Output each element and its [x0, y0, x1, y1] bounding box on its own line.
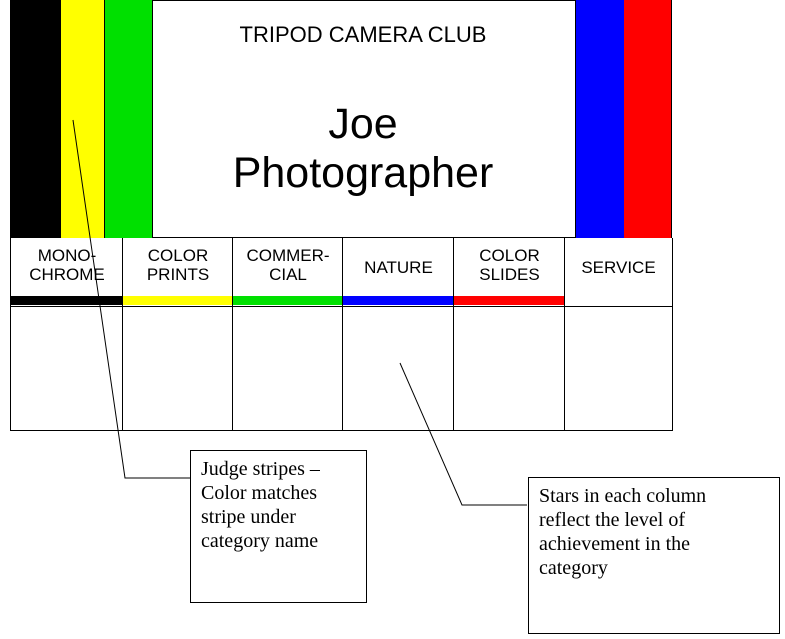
judge-stripes-leader	[73, 120, 190, 478]
category-label: MONO- CHROME	[29, 246, 105, 284]
club-name: TRIPOD CAMERA CLUB	[239, 22, 487, 47]
category-label: COLOR PRINTS	[146, 246, 210, 284]
stars-note: Stars in each column reflect the level of achievement in the category	[528, 477, 780, 634]
category-label: COMMER- CIAL	[246, 246, 330, 284]
category-label: COLOR SLIDES	[479, 246, 540, 284]
category-label: NATURE	[364, 258, 433, 277]
stars-leader	[400, 363, 527, 505]
member-name-line1: Joe	[328, 100, 398, 148]
member-name-line2: Photographer	[232, 149, 494, 197]
category-label: SERVICE	[581, 258, 656, 277]
judge-stripes-note: Judge stripes – Color matches stripe under category name	[190, 450, 367, 603]
